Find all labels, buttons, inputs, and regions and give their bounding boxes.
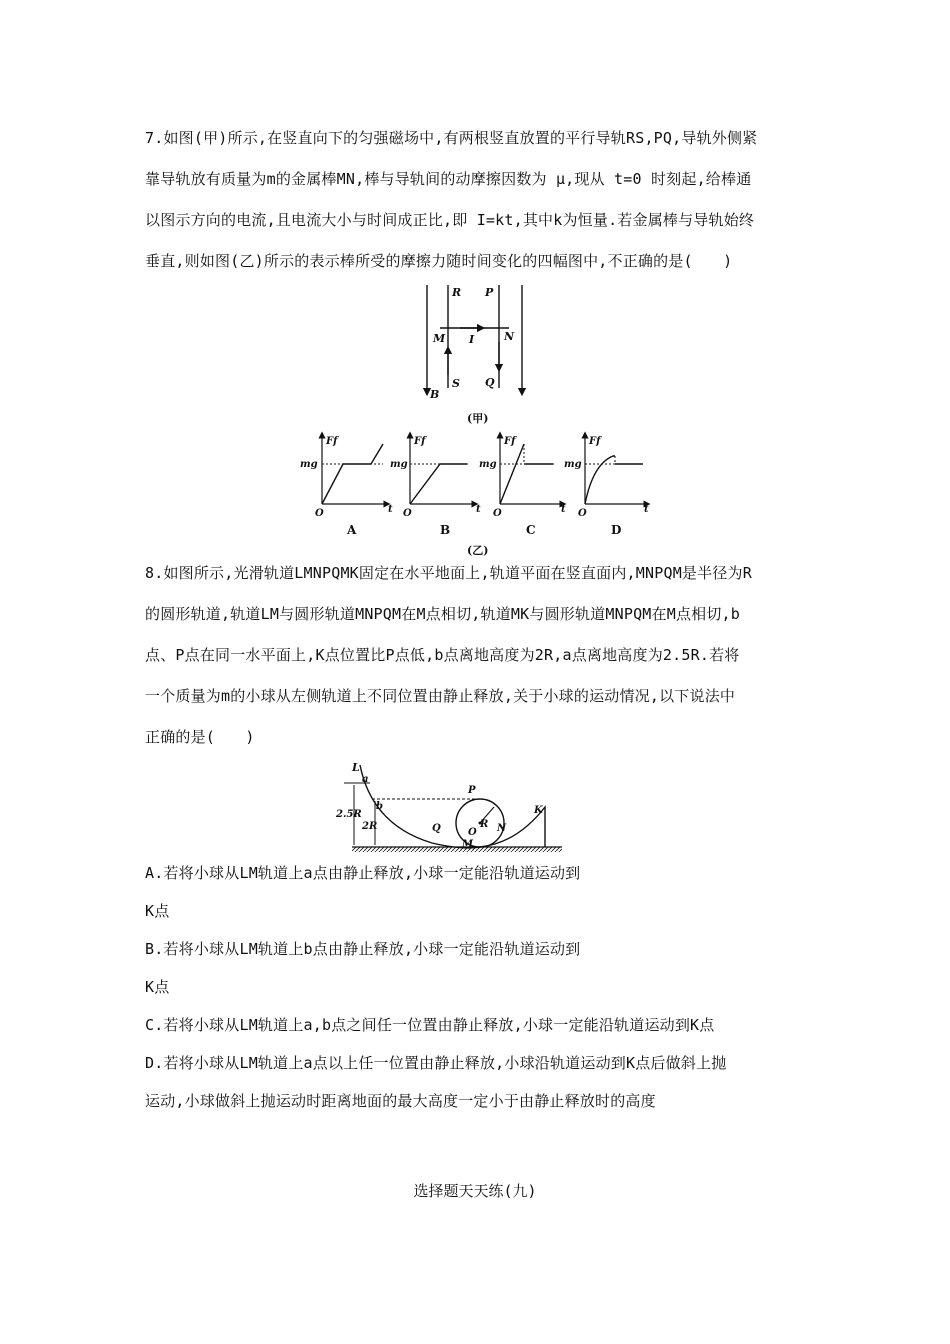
label-k: K bbox=[534, 805, 543, 816]
label-l: L bbox=[352, 761, 360, 774]
q7-line-2: 靠导轨放有质量为m的金属棒MN,棒与导轨间的动摩擦因数为 μ,现从 t=0 时刻起,给棒通 bbox=[145, 170, 752, 188]
q8-line-2: 的圆形轨道,轨道LM与圆形轨道MNPQM在M点相切,轨道MK与圆形轨道MNPQM在M点相切,b bbox=[145, 605, 741, 623]
caption-yi: (乙) bbox=[467, 544, 489, 557]
mg-a: mg bbox=[300, 459, 318, 470]
graph-a bbox=[300, 435, 393, 537]
label-p-point: P bbox=[468, 785, 476, 796]
track-figure bbox=[332, 755, 582, 855]
graph-c bbox=[479, 435, 566, 537]
figure-yi bbox=[295, 430, 655, 558]
section-title: 选择题天天练(九) bbox=[413, 1182, 537, 1200]
option-b-line-1: B.若将小球从LM轨道上b点由静止释放,小球一定能沿轨道运动到 bbox=[145, 940, 581, 958]
label-n-point: N bbox=[497, 823, 507, 834]
option-a-line-2: K点 bbox=[145, 902, 170, 920]
option-label-c: C bbox=[526, 523, 536, 537]
q8-line-3: 点、P点在同一水平面上,K点位置比P点低,b点离地高度为2R,a点离地高度为2.5R.若将 bbox=[145, 646, 740, 664]
option-label-d: D bbox=[611, 523, 622, 537]
label-height-a: 2.5R bbox=[336, 809, 362, 820]
label-n: N bbox=[504, 330, 515, 343]
label-m-point: M bbox=[462, 839, 474, 850]
option-a-line-1: A.若将小球从LM轨道上a点由静止释放,小球一定能沿轨道运动到 bbox=[145, 864, 581, 882]
axis-y-c: Ff bbox=[504, 436, 516, 447]
axis-y-d: Ff bbox=[589, 436, 601, 447]
graph-b bbox=[390, 435, 481, 537]
option-b-line-2: K点 bbox=[145, 978, 170, 996]
axis-y-b: Ff bbox=[414, 436, 426, 447]
label-height-b: 2R bbox=[362, 821, 378, 832]
option-label-a: A bbox=[347, 523, 357, 537]
option-d-line-2: 运动,小球做斜上抛运动时距离地面的最大高度一定小于由静止释放时的高度 bbox=[145, 1092, 656, 1110]
q7-line-1: 7.如图(甲)所示,在竖直向下的匀强磁场中,有两根竖直放置的平行导轨RS,PQ,导轨外侧紧 bbox=[145, 129, 758, 147]
origin-c: O bbox=[493, 508, 502, 519]
mg-d: mg bbox=[564, 459, 582, 470]
mg-c: mg bbox=[479, 459, 497, 470]
graph-d bbox=[564, 435, 649, 537]
label-i: I bbox=[469, 333, 475, 346]
q8-line-4: 一个质量为m的小球从左侧轨道上不同位置由静止释放,关于小球的运动情况,以下说法中 bbox=[145, 687, 736, 705]
label-p: P bbox=[485, 286, 494, 299]
q8-line-1: 8.如图所示,光滑轨道LMNPQMK固定在水平地面上,轨道平面在竖直面内,MNPQM是半径为R bbox=[145, 564, 752, 582]
q8-line-5: 正确的是( ) bbox=[145, 728, 255, 746]
axis-x-d: t bbox=[644, 504, 649, 515]
label-b-point: b bbox=[376, 801, 383, 812]
figure-jia bbox=[415, 280, 540, 430]
origin-b: O bbox=[403, 508, 412, 519]
label-radius: R bbox=[480, 819, 489, 830]
q7-line-3: 以图示方向的电流,且电流大小与时间成正比,即 I=kt,其中k为恒量.若金属棒与导轨始终 bbox=[145, 211, 755, 229]
origin-a: O bbox=[315, 508, 324, 519]
label-s: S bbox=[452, 377, 460, 390]
caption-jia: (甲) bbox=[467, 412, 489, 425]
origin-d: O bbox=[578, 508, 587, 519]
label-o: O bbox=[468, 827, 477, 838]
mg-b: mg bbox=[390, 459, 408, 470]
axis-x-a: t bbox=[388, 504, 393, 515]
axis-x-b: t bbox=[476, 504, 481, 515]
label-b: B bbox=[430, 388, 440, 401]
label-m: M bbox=[433, 332, 446, 345]
label-a: a bbox=[362, 774, 369, 785]
q7-line-4: 垂直,则如图(乙)所示的表示棒所受的摩擦力随时间变化的四幅图中,不正确的是( ) bbox=[145, 252, 733, 270]
label-q-point: Q bbox=[432, 823, 441, 834]
option-d-line-1: D.若将小球从LM轨道上a点以上任一位置由静止释放,小球沿轨道运动到K点后做斜上抛 bbox=[145, 1054, 727, 1072]
label-q: Q bbox=[485, 376, 495, 389]
axis-y-a: Ff bbox=[326, 436, 338, 447]
option-c: C.若将小球从LM轨道上a,b点之间任一位置由静止释放,小球一定能沿轨道运动到K点 bbox=[145, 1016, 715, 1034]
option-label-b: B bbox=[440, 523, 451, 537]
axis-x-c: t bbox=[561, 504, 566, 515]
label-r: R bbox=[452, 286, 462, 299]
